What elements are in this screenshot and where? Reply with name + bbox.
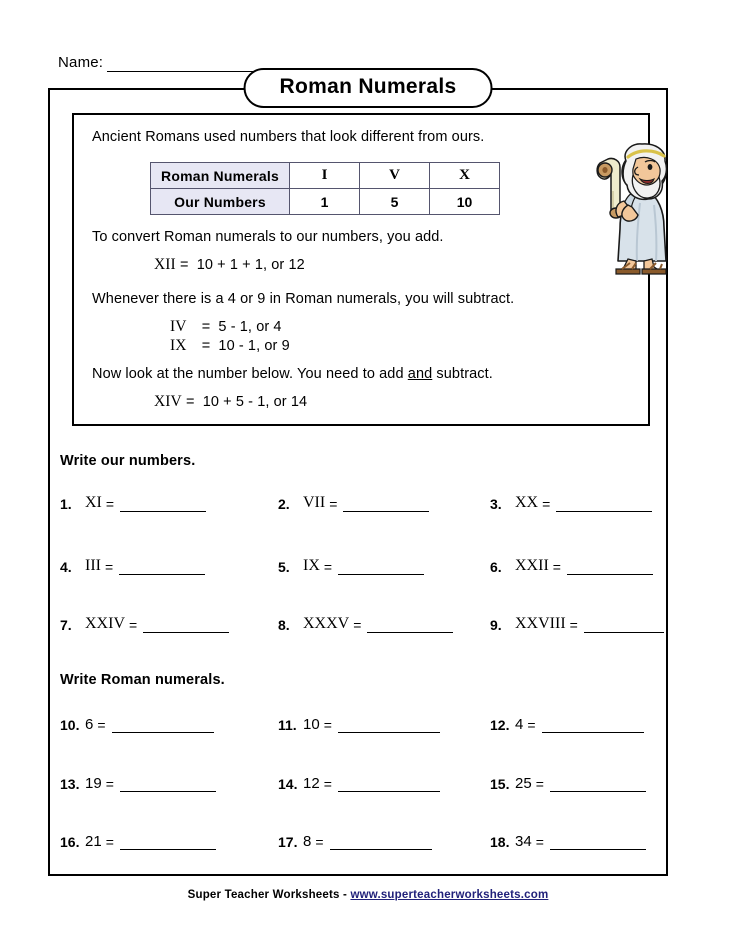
problem-equals: = (104, 559, 114, 575)
problem-number: 11. (278, 717, 297, 733)
problem-equals: = (105, 834, 114, 850)
problem-equals: = (323, 776, 332, 792)
problem-question: 25 (515, 775, 532, 792)
problem-number: 2. (278, 496, 290, 512)
problem-question: 10 (303, 716, 320, 733)
name-label: Name: (58, 54, 104, 71)
problem-question: 19 (85, 775, 102, 792)
problem-question: VII (303, 494, 326, 511)
answer-blank[interactable] (567, 560, 653, 575)
footer-brand: Super Teacher Worksheets - (187, 889, 351, 901)
problem-question: XXVIII (515, 615, 566, 632)
answer-blank[interactable] (584, 618, 664, 633)
problem-equals: = (105, 776, 114, 792)
problem-equals: = (535, 834, 544, 850)
problem-question: IX (303, 557, 320, 574)
problem-number: 5. (278, 559, 290, 575)
problem-question: XXII (515, 557, 549, 574)
problem-question: 4 (515, 716, 524, 733)
problem-equals: = (129, 617, 138, 633)
problem-number: 7. (60, 617, 72, 633)
example-equals: = (201, 319, 211, 335)
example-equals: = (186, 394, 195, 410)
problem-number: 16. (60, 834, 80, 850)
info-example-add (154, 256, 305, 274)
problem-equals: = (552, 559, 561, 575)
section-heading-write-our-numbers: Write our numbers. (60, 453, 196, 469)
problem-equals: = (542, 496, 551, 512)
problem-question: 21 (85, 833, 102, 850)
info-both-rule-part-a: Now look at the number below. You need to add (92, 366, 408, 382)
answer-blank[interactable] (550, 835, 646, 850)
problem-number: 4. (60, 559, 72, 575)
table-cell: V (360, 163, 430, 189)
problem-item (60, 557, 205, 575)
answer-blank[interactable] (119, 560, 205, 575)
table-row (151, 189, 500, 215)
example-expression: 10 - 1, or 9 (218, 338, 290, 354)
info-intro-text: Ancient Romans used numbers that look different from ours. (92, 129, 485, 145)
section-heading-write-roman-numerals: Write Roman numerals. (60, 672, 225, 688)
problem-number: 18. (490, 834, 510, 850)
problem-item (278, 557, 424, 575)
info-example-both (154, 393, 307, 411)
problem-equals: = (315, 834, 324, 850)
problem-equals: = (353, 617, 362, 633)
problem-question: XI (85, 494, 102, 511)
example-numeral: XIV (154, 393, 182, 410)
page-title: Roman Numerals (279, 75, 457, 98)
problem-equals: = (569, 617, 578, 633)
problem-number: 15. (490, 776, 510, 792)
problem-item (278, 833, 432, 850)
table-cell: I (290, 163, 360, 189)
problem-equals: = (105, 496, 115, 512)
problem-item (490, 716, 644, 733)
problem-question: III (85, 557, 101, 574)
answer-blank[interactable] (120, 835, 216, 850)
problem-item (278, 494, 429, 512)
problem-question: XXIV (85, 615, 125, 632)
problem-number: 8. (278, 617, 290, 633)
table-row-label: Our Numbers (151, 189, 290, 215)
problem-item (60, 494, 206, 512)
table-row-label: Roman Numerals (151, 163, 290, 189)
roman-philosopher-illustration (580, 141, 702, 277)
info-box (72, 113, 650, 426)
answer-blank[interactable] (112, 718, 214, 733)
answer-blank[interactable] (338, 718, 440, 733)
problem-equals: = (535, 776, 544, 792)
problem-item (278, 615, 453, 633)
problem-item (490, 615, 664, 633)
table-cell: 10 (430, 189, 500, 215)
problem-item (60, 716, 214, 733)
problem-number: 6. (490, 559, 502, 575)
problem-item (490, 833, 646, 850)
answer-blank[interactable] (120, 497, 206, 512)
answer-blank[interactable] (542, 718, 644, 733)
problem-number: 9. (490, 617, 502, 633)
problem-number: 14. (278, 776, 298, 792)
info-both-rule (92, 366, 493, 382)
problem-question: 6 (85, 716, 94, 733)
info-example-sub-1 (170, 318, 282, 336)
answer-blank[interactable] (556, 497, 652, 512)
footer (0, 889, 736, 901)
problem-number: 10. (60, 717, 80, 733)
answer-blank[interactable] (330, 835, 432, 850)
problem-item (278, 775, 440, 792)
answer-blank[interactable] (338, 560, 424, 575)
problem-item (278, 716, 440, 733)
problem-number: 13. (60, 776, 80, 792)
problem-question: XX (515, 494, 539, 511)
example-expression: 5 - 1, or 4 (218, 319, 282, 335)
problem-equals: = (323, 717, 332, 733)
info-both-rule-part-b: subtract. (432, 366, 493, 382)
example-equals: = (179, 257, 189, 273)
answer-blank[interactable] (550, 777, 646, 792)
info-both-rule-emphasis: and (407, 366, 433, 382)
problem-item (60, 833, 216, 850)
problem-item (60, 615, 229, 633)
example-expression: 10 + 1 + 1, or 12 (196, 257, 305, 273)
table-cell: 5 (360, 189, 430, 215)
problem-number: 12. (490, 717, 510, 733)
problem-question: 12 (303, 775, 320, 792)
example-numeral: XII (154, 256, 176, 273)
problem-question: 8 (303, 833, 312, 850)
example-numeral: IX (170, 337, 187, 354)
footer-url-link[interactable]: www.superteacherworksheets.com (350, 889, 549, 901)
problem-equals: = (527, 717, 536, 733)
problem-item (490, 494, 652, 512)
info-subtract-rule: Whenever there is a 4 or 9 in Roman numerals, you will subtract. (92, 291, 515, 307)
answer-blank[interactable] (367, 618, 453, 633)
table-cell: 1 (290, 189, 360, 215)
answer-blank[interactable] (338, 777, 440, 792)
info-example-sub-2 (170, 337, 290, 355)
info-add-rule: To convert Roman numerals to our numbers, you add. (92, 229, 444, 245)
problem-question: 34 (515, 833, 532, 850)
answer-blank[interactable] (343, 497, 429, 512)
problem-number: 1. (60, 496, 72, 512)
problem-number: 3. (490, 496, 502, 512)
problem-number: 17. (278, 834, 298, 850)
table-row (151, 163, 500, 189)
problem-equals: = (329, 496, 338, 512)
example-equals: = (201, 338, 211, 354)
problem-equals: = (97, 717, 106, 733)
roman-numeral-reference-table (150, 162, 500, 215)
problem-equals: = (323, 559, 333, 575)
problem-item (490, 557, 653, 575)
example-expression: 10 + 5 - 1, or 14 (202, 394, 308, 410)
answer-blank[interactable] (143, 618, 229, 633)
problem-item (490, 775, 646, 792)
problem-question: XXXV (303, 615, 350, 632)
problem-item (60, 775, 216, 792)
worksheet-title-pill (244, 68, 493, 108)
example-numeral: IV (170, 318, 187, 335)
table-cell: X (430, 163, 500, 189)
answer-blank[interactable] (120, 777, 216, 792)
